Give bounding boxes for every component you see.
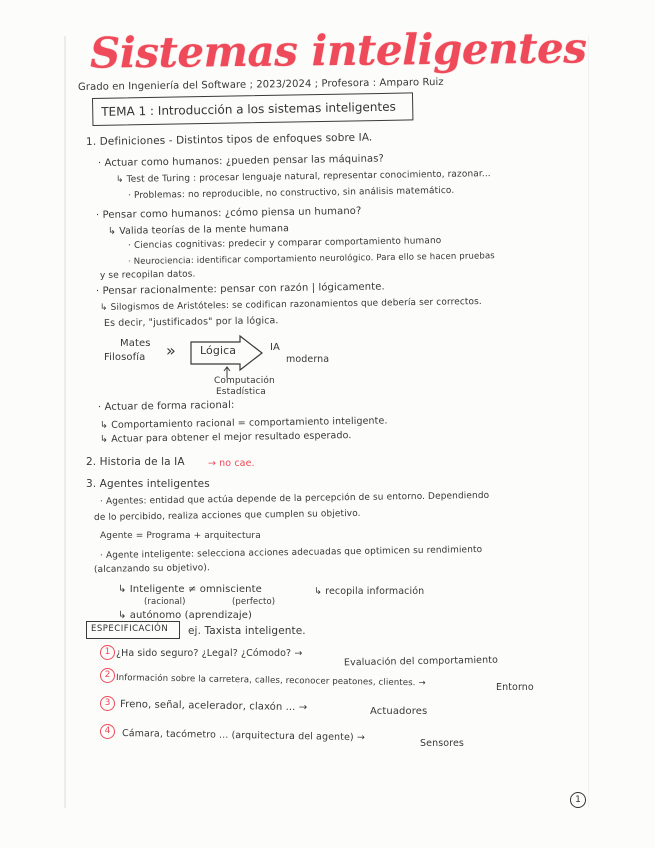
agente-formula: Agente = Programa + arquitectura [100,531,261,541]
especificacion-label: ESPECIFICACIÓN [91,624,169,634]
diagram-logica: Lógica [200,344,237,357]
item-3-text: Freno, señal, acelerador, claxón ... → [119,699,308,714]
neurociencia-cont: y se recopilan datos. [99,269,196,281]
item-3-result: Actuadores [370,706,428,717]
diagram-moderna: moderna [286,354,330,365]
diagram-up-arrow [222,366,232,378]
page-title: Sistemas inteligentes [89,23,587,78]
silogismos: ↳ Silogismos de Aristóteles: se codifican razonamientos que debería ser correctos. [99,297,482,313]
especificacion-box [86,621,180,639]
item-2-result: Entorno [496,682,534,693]
item-1-text: ¿Ha sido seguro? ¿Legal? ¿Cómodo? → [116,648,303,659]
section-2-note: → no cae. [208,458,255,469]
justificados: Es decir, "justificados" por la lógica. [103,315,279,329]
turing-test: ↳ Test de Turing : procesar lenguaje natural, representar conocimiento, razonar... [115,169,491,185]
perfecto-note: (perfecto) [232,597,276,607]
racional-note: (racional) [144,597,186,607]
item-4-text: Cámara, tacómetro ... (arquitectura del agente) → [121,728,366,744]
item-4-number: 4 [100,724,115,739]
agente-inteligente-cont: (alcanzando su objetivo). [93,563,211,575]
pensar-racionalmente: · Pensar racionalmente: pensar con razón | lógicamente. [95,281,385,297]
page-number: 1 [570,792,586,808]
inteligente-omnisciente: ↳ Inteligente ≠ omnisciente [118,584,262,595]
actuar-obtener: ↳ Actuar para obtener el mejor resultado esperado. [99,430,352,445]
item-1-result: Evaluación del comportamiento [343,654,499,669]
item-1-number: 1 [100,645,115,660]
page-margin-line [64,36,66,808]
neurociencia: · Neurociencia: identificar comportamiento neurológico. Para ello se hacen pruebas [127,251,495,267]
tema-heading: TEMA 1 : Introducción a los sistemas inteligentes [101,99,396,119]
actuar-racional: · Actuar de forma racional: [97,399,235,413]
autonomo: ↳ autónomo (aprendizaje) [118,610,253,621]
item-4-result: Sensores [420,738,464,749]
section-3-heading: 3. Agentes inteligentes [86,478,210,490]
actuar-humanos: · Actuar como humanos: ¿pueden pensar las máquinas? [97,153,384,169]
item-3-number: 3 [100,696,115,711]
recopila-info: ↳ recopila información [314,586,425,597]
diagram-estadistica: Estadística [216,387,266,397]
course-subtitle: Grado en Ingeniería del Software ; 2023/2024 ; Profesora : Amparo Ruiz [77,76,444,93]
section-2-heading: 2. Historia de la IA [86,456,185,468]
valida-teorias: ↳ Valida teorías de la mente humana [107,223,290,237]
page-right-edge [588,36,589,808]
ciencias-cognitivas: · Ciencias cognitivas: predecir y comparar comportamiento humano [127,236,442,251]
item-2-text: Información sobre la carretera, calles, reconocer peatones, clientes. → [115,673,426,689]
problemas: · Problemas: no reproducible, no constructivo, sin análisis matemático. [127,185,455,201]
diagram-mates: Mates [120,338,151,349]
diagram-computacion: Computación [214,376,275,386]
ejemplo-taxista: ej. Taxista inteligente. [188,625,306,637]
section-1-heading: 1. Definiciones - Distintos tipos de enfoques sobre IA. [85,131,373,148]
agentes-def: · Agentes: entidad que actúa depende de la percepción de su entorno. Dependiendo [99,490,490,507]
diagram-filosofia: Filosofía [104,352,146,363]
comportamiento-racional: ↳ Comportamiento racional = comportamiento inteligente. [99,415,388,431]
diagram-arrows: » [166,341,176,360]
pensar-humanos: · Pensar como humanos: ¿cómo piensa un humano? [95,205,362,221]
diagram-ia: IA [270,342,280,353]
agente-inteligente: · Agente inteligente: selecciona acciones adecuadas que optimicen su rendimiento [99,544,483,561]
tema-heading-box [92,92,413,126]
agentes-def-cont: de lo percibido, realiza acciones que cumplen su objetivo. [93,508,361,523]
item-2-number: 2 [100,668,115,683]
